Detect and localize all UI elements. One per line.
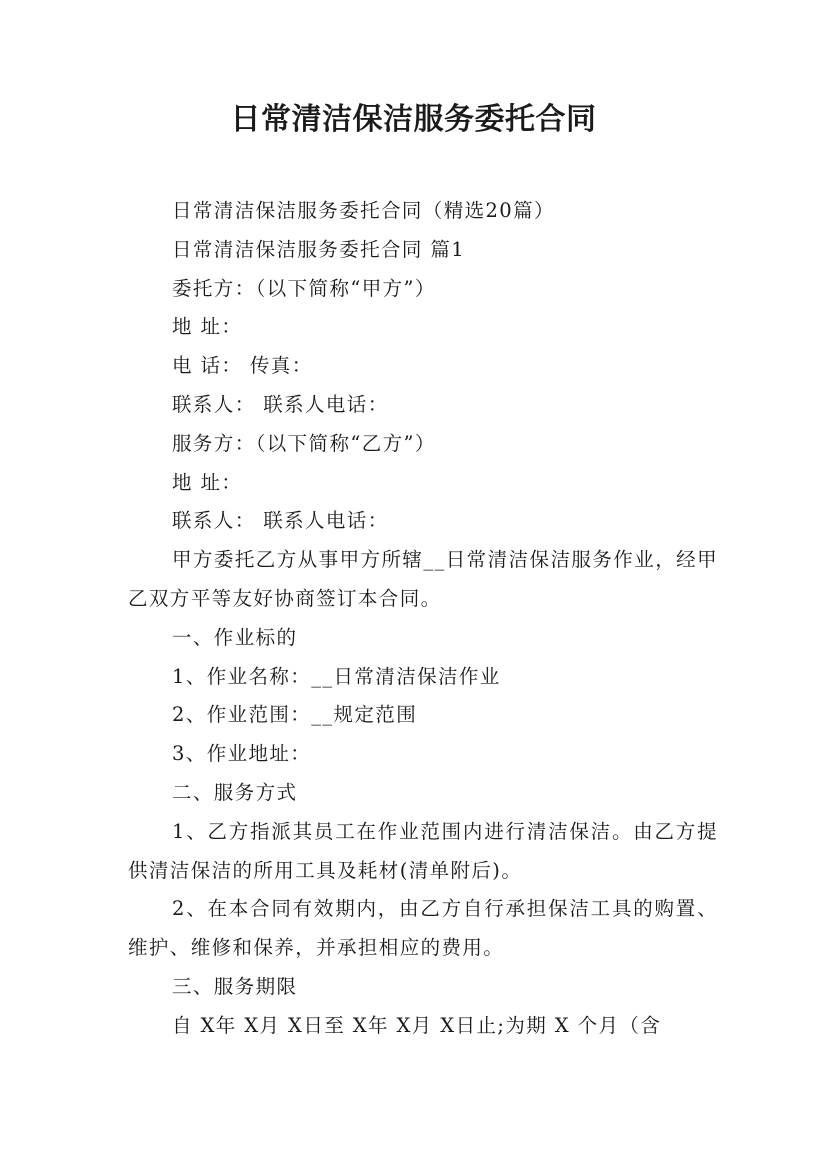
document-title: 日常清洁保洁服务委托合同	[230, 102, 597, 137]
provider-contact-line: 联系人： 联系人电话：	[172, 509, 389, 533]
client-address-line: 地 址：	[172, 315, 243, 339]
section1-heading: 一、作业标的	[172, 625, 298, 649]
section2-paragraph: 1、乙方指派其员工在作业范围内进行清洁保洁。由乙方提供清洁保洁的所用工具及耗材(清单附后)。	[128, 819, 718, 882]
section1-item: 3、作业地址：	[172, 742, 312, 766]
section1-item: 1、作业名称：__日常清洁保洁作业	[172, 664, 501, 688]
provider-line: 服务方：（以下简称“乙方”）	[172, 431, 436, 455]
subtitle-line: 日常清洁保洁服务委托合同（精选20篇）	[172, 199, 555, 222]
section2-paragraph: 2、在本合同有效期内，由乙方自行承担保洁工具的购置、维护、维修和保养，并承担相应的费用。	[128, 897, 718, 960]
section3-paragraph: 自 X年 X月 X日至 X年 X月 X日止;为期 X 个月（含	[172, 1013, 662, 1037]
provider-address-line: 地 址：	[172, 470, 243, 494]
client-contact-line: 联系人： 联系人电话：	[172, 392, 389, 416]
section1-item: 2、作业范围：__规定范围	[172, 703, 418, 727]
section2-heading: 二、服务方式	[172, 780, 298, 804]
intro-paragraph: 甲方委托乙方从事甲方所辖__日常清洁保洁服务作业，经甲乙双方平等友好协商签订本合同。	[128, 548, 718, 610]
section3-heading: 三、服务期限	[172, 974, 298, 998]
client-line: 委托方：（以下简称“甲方”）	[172, 276, 436, 300]
client-phone-line: 电 话： 传真：	[172, 354, 313, 378]
document-body	[128, 192, 718, 1046]
section-heading-line: 日常清洁保洁服务委托合同 篇1	[172, 237, 466, 261]
